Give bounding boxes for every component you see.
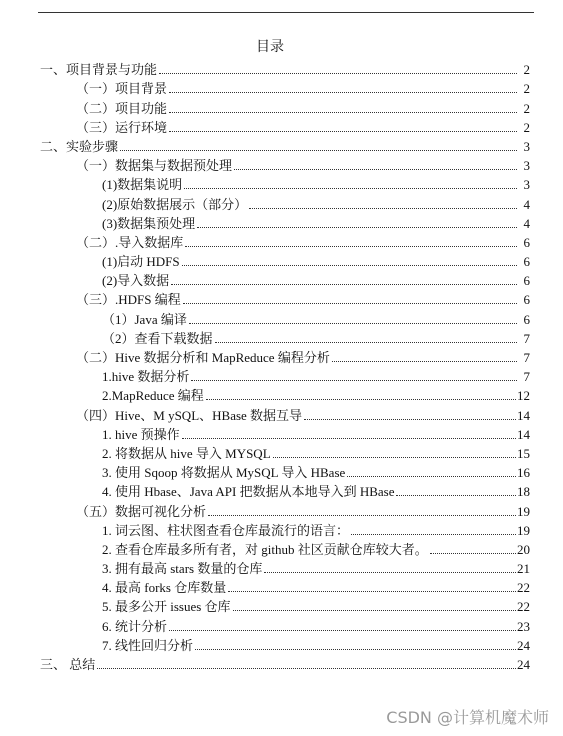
toc-page-number: 2 [523, 100, 530, 116]
toc-entry[interactable] [40, 653, 530, 672]
dot-leader [183, 293, 517, 304]
toc-page-number: 2 [523, 62, 530, 78]
toc-entry-text: (2)原始数据展示（部分） [102, 196, 248, 212]
toc-entry-text: （一）数据集与数据预处理 [76, 158, 233, 174]
dot-leader [169, 102, 517, 113]
toc-entry-text: 4. 使用 Hbase、Java API 把数据从本地导入到 HBase [102, 484, 395, 500]
toc-entry[interactable] [40, 327, 530, 346]
toc-entry-text: 1. hive 预操作 [102, 426, 180, 442]
dot-leader [120, 140, 517, 151]
toc-entry-text: （三）.HDFS 编程 [76, 292, 181, 308]
toc-entry-text: （五）数据可视化分析 [76, 503, 207, 519]
toc-page-number: 24 [517, 637, 530, 653]
toc-page-number: 14 [517, 407, 530, 423]
dot-leader [347, 466, 516, 477]
toc-entry[interactable] [40, 614, 530, 633]
toc-entry-text: 2.MapReduce 编程 [102, 388, 204, 404]
toc-entry-text: （二）项目功能 [76, 100, 168, 116]
header-rule [38, 12, 534, 13]
toc-page-number: 19 [517, 503, 530, 519]
toc-entry[interactable] [40, 212, 530, 231]
toc-entry[interactable] [40, 480, 530, 499]
watermark: CSDN @计算机魔术师 [386, 708, 549, 727]
toc-entry-text: 三、 总结 [40, 657, 96, 672]
toc-page-number: 6 [523, 311, 530, 327]
toc-entry-text: （三）运行环境 [76, 119, 168, 135]
toc-entry[interactable] [40, 192, 530, 211]
toc-page-number: 16 [517, 465, 530, 481]
toc-entry[interactable] [40, 519, 530, 538]
toc-entry-text: 2. 将数据从 hive 导入 MYSQL [102, 445, 271, 461]
dot-leader [273, 447, 516, 458]
toc-entry-text: 二、实验步骤 [40, 138, 119, 154]
toc-entry[interactable] [40, 135, 530, 154]
toc-entry-text: （1）Java 编译 [102, 311, 187, 327]
toc-page-number: 3 [523, 138, 530, 154]
toc-entry[interactable] [40, 288, 530, 307]
toc-entry[interactable] [40, 77, 530, 96]
toc-page-number: 20 [517, 541, 530, 557]
toc-entry[interactable] [40, 595, 530, 614]
dot-leader [189, 313, 517, 324]
toc-page-number: 2 [523, 81, 530, 97]
toc-entry[interactable] [40, 538, 530, 557]
toc-entry[interactable] [40, 346, 530, 365]
dot-leader [264, 562, 516, 573]
toc-page-number: 6 [523, 254, 530, 270]
toc-page-number: 3 [523, 177, 530, 193]
dot-leader [169, 121, 517, 132]
toc-page-number: 4 [523, 215, 530, 231]
toc-entry[interactable] [40, 499, 530, 518]
dot-leader [233, 600, 516, 611]
dot-leader [159, 63, 517, 74]
toc-entry[interactable] [40, 58, 530, 77]
dot-leader [97, 658, 516, 669]
toc-entry-text: （二）Hive 数据分析和 MapReduce 编程分析 [76, 350, 330, 365]
toc-page-number: 21 [517, 561, 530, 577]
dot-leader [208, 505, 516, 516]
toc-page-number: 7 [523, 350, 530, 365]
dot-leader [182, 255, 517, 266]
toc-entry[interactable] [40, 154, 530, 173]
toc-entry[interactable] [40, 269, 530, 288]
toc-entry[interactable] [40, 403, 530, 422]
toc-entry-text: (3)数据集预处理 [102, 215, 196, 231]
toc-entry[interactable] [40, 423, 530, 442]
toc-entry[interactable] [40, 307, 530, 326]
toc-entry[interactable] [40, 557, 530, 576]
toc-entry[interactable] [40, 442, 530, 461]
dot-leader [195, 639, 516, 650]
toc-entry-text: 4. 最高 forks 仓库数量 [102, 580, 227, 596]
toc-page-number: 19 [517, 522, 530, 538]
toc-page-number: 22 [517, 580, 530, 596]
toc-page-number: 7 [523, 330, 530, 346]
toc-entry-text: 1.hive 数据分析 [102, 369, 190, 385]
toc-entry-text: 1. 词云图、柱状图查看仓库最流行的语言： [102, 522, 350, 538]
toc-page-number: 14 [517, 426, 530, 442]
dot-leader [191, 370, 517, 381]
toc-entry[interactable] [40, 250, 530, 269]
toc-page-number: 12 [517, 388, 530, 404]
dot-leader [182, 428, 516, 439]
dot-leader [430, 543, 516, 554]
dot-leader [351, 524, 516, 535]
dot-leader [206, 389, 516, 400]
toc-entry[interactable] [40, 365, 530, 384]
toc-page-number: 6 [523, 292, 530, 308]
table-of-contents [40, 58, 530, 672]
dot-leader [234, 159, 517, 170]
toc-page-number: 6 [523, 234, 530, 250]
dot-leader [197, 217, 517, 228]
toc-entry-text: 3. 拥有最高 stars 数量的仓库 [102, 561, 263, 577]
dot-leader [249, 198, 517, 209]
toc-entry-text: (1)数据集说明 [102, 177, 183, 193]
toc-page-number: 6 [523, 273, 530, 289]
toc-entry-text: (2)导入数据 [102, 273, 170, 289]
toc-entry[interactable] [40, 634, 530, 653]
toc-page-number: 23 [517, 618, 530, 634]
toc-entry[interactable] [40, 231, 530, 250]
dot-leader [304, 409, 516, 420]
toc-entry-text: (1)启动 HDFS [102, 254, 180, 270]
toc-page-number: 2 [523, 119, 530, 135]
toc-entry-text: 7. 线性回归分析 [102, 637, 194, 653]
toc-entry[interactable] [40, 173, 530, 192]
dot-leader [171, 274, 517, 285]
dot-leader [215, 332, 517, 343]
toc-page-number: 4 [523, 196, 530, 212]
toc-page-number: 7 [523, 369, 530, 385]
toc-entry[interactable] [40, 116, 530, 135]
toc-entry[interactable] [40, 576, 530, 595]
dot-leader [228, 581, 516, 592]
dot-leader [169, 82, 517, 93]
toc-entry-text: （二）.导入数据库 [76, 234, 184, 250]
toc-entry-text: 3. 使用 Sqoop 将数据从 MySQL 导入 HBase [102, 465, 346, 481]
toc-entry-text: （四）Hive、M ySQL、HBase 数据互导 [76, 407, 303, 423]
toc-page-number: 15 [517, 445, 530, 461]
toc-page-number: 3 [523, 158, 530, 174]
toc-page-number: 18 [517, 484, 530, 500]
toc-entry[interactable] [40, 384, 530, 403]
dot-leader [396, 485, 516, 496]
toc-entry-text: （2）查看下载数据 [102, 330, 213, 346]
toc-page-number: 24 [517, 657, 530, 672]
toc-page-number: 22 [517, 599, 530, 615]
toc-entry-text: 一、项目背景与功能 [40, 62, 158, 78]
dot-leader [169, 620, 516, 631]
dot-leader [184, 178, 517, 189]
toc-entry[interactable] [40, 96, 530, 115]
toc-entry-text: 5. 最多公开 issues 仓库 [102, 599, 231, 615]
toc-entry[interactable] [40, 461, 530, 480]
dot-leader [332, 351, 517, 362]
toc-entry-text: 2. 查看仓库最多所有者，对 github 社区贡献仓库较大者。 [102, 541, 428, 557]
toc-entry-text: （一）项目背景 [76, 81, 168, 97]
toc-entry-text: 6. 统计分析 [102, 618, 168, 634]
toc-title: 目录 [256, 40, 284, 55]
dot-leader [185, 236, 517, 247]
